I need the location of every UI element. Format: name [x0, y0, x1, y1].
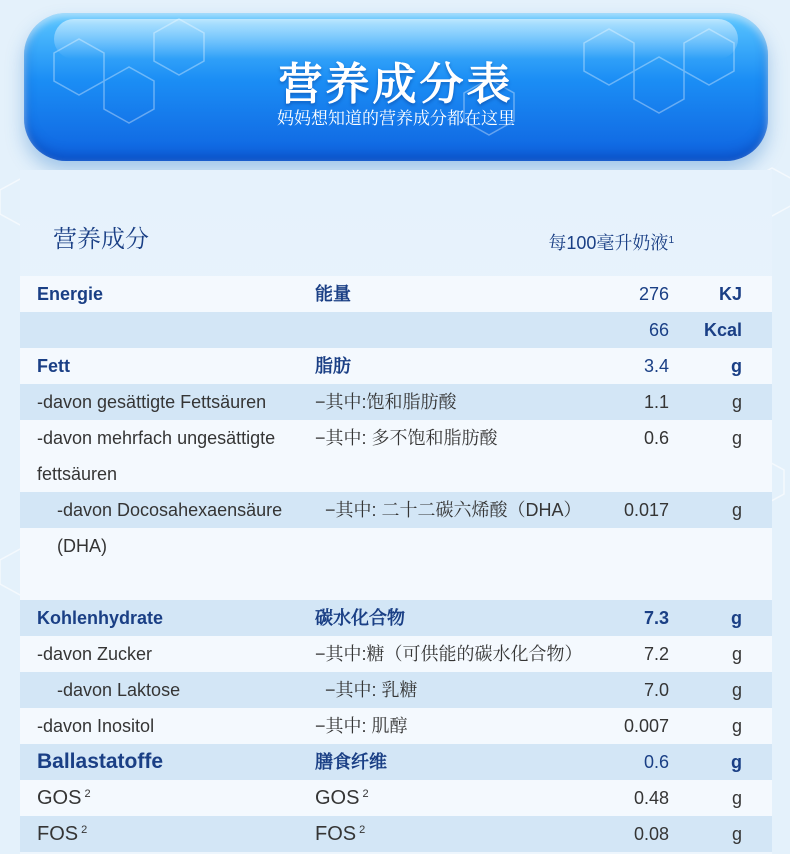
row-value: 0.6	[643, 428, 669, 448]
page-title: 营养成分表	[278, 60, 514, 109]
table-row	[20, 600, 772, 636]
table-row	[20, 708, 772, 744]
row-unit: g	[731, 752, 742, 772]
row-chinese-label: 碳水化合物	[315, 608, 405, 628]
banner-gloss	[54, 19, 738, 59]
row-chinese-label: −其中:糖（可供能的碳水化合物）	[315, 644, 583, 664]
row-chinese-text: GOS	[315, 787, 360, 809]
row-value: 3.4	[643, 356, 669, 376]
row-chinese-label	[315, 816, 615, 852]
row-value: 7.3	[643, 608, 669, 628]
row-chinese-label: −其中: 二十二碳六烯酸（DHA）	[325, 500, 582, 520]
nutrition-table	[20, 276, 772, 852]
row-unit: g	[731, 680, 742, 700]
footnote-marker: 2	[359, 824, 366, 836]
row-german-label: Fett	[37, 356, 70, 376]
row-value: 276	[638, 284, 669, 304]
row-unit: g	[731, 608, 742, 628]
table-header	[20, 200, 772, 276]
footnote-marker: 2	[84, 788, 91, 800]
row-value: 66	[648, 320, 669, 340]
row-german-text: FOS	[37, 823, 79, 845]
row-german-label	[37, 780, 307, 816]
row-value: 0.007	[623, 716, 669, 736]
title-banner	[24, 13, 768, 161]
row-chinese-label	[315, 780, 615, 816]
row-german-label: -davon Docosahexaensäure (DHA)	[57, 500, 283, 556]
page-subtitle: 妈妈想知道的营养成分都在这里	[277, 109, 515, 128]
table-row	[20, 780, 772, 816]
row-value: 7.0	[643, 680, 669, 700]
row-german-label: -davon Zucker	[37, 644, 153, 664]
table-row	[20, 816, 772, 852]
row-unit: Kcal	[703, 320, 742, 340]
row-chinese-label: −其中:饱和脂肪酸	[315, 392, 457, 412]
row-chinese-label: 脂肪	[315, 356, 351, 376]
header-left-label: 营养成分	[53, 226, 149, 253]
footnote-marker: 1	[668, 235, 674, 246]
row-unit: g	[731, 824, 742, 844]
table-row	[20, 312, 772, 348]
table-row	[20, 744, 772, 780]
row-value: 0.48	[633, 788, 669, 808]
row-unit: g	[731, 788, 742, 808]
table-row	[20, 492, 772, 600]
row-unit: g	[731, 500, 742, 520]
footnote-marker: 2	[81, 824, 88, 836]
row-german-label: Ballastatoffe	[37, 750, 164, 773]
row-value: 0.6	[643, 752, 669, 772]
header-right-label	[548, 232, 674, 254]
row-value: 7.2	[643, 644, 669, 664]
footnote-marker: 2	[362, 788, 369, 800]
table-row	[20, 420, 772, 492]
row-german-label: -davon Laktose	[57, 680, 181, 700]
row-chinese-label: −其中: 肌醇	[315, 716, 408, 736]
per-100ml-label: 每100毫升奶液	[548, 233, 669, 253]
row-unit: g	[731, 428, 742, 448]
table-row	[20, 276, 772, 312]
row-chinese-label: 膳食纤维	[315, 752, 387, 772]
row-unit: g	[731, 644, 742, 664]
table-row	[20, 636, 772, 672]
row-unit: g	[731, 392, 742, 412]
row-german-text: GOS	[37, 787, 82, 809]
row-value: 0.08	[633, 824, 669, 844]
table-row	[20, 672, 772, 708]
row-chinese-label: 能量	[315, 284, 351, 304]
table-row	[20, 384, 772, 420]
row-german-label: -davon gesättigte Fettsäuren	[37, 392, 267, 412]
row-german-label: -davon mehrfach ungesättigte fettsäuren	[37, 428, 276, 484]
row-unit: g	[731, 716, 742, 736]
row-unit: KJ	[718, 284, 742, 304]
row-chinese-text: FOS	[315, 823, 357, 845]
row-german-label: -davon Inositol	[37, 716, 155, 736]
row-value: 1.1	[643, 392, 669, 412]
row-unit: g	[731, 356, 742, 376]
row-german-label	[37, 816, 307, 852]
row-chinese-label: −其中: 乳糖	[325, 680, 418, 700]
row-value: 0.017	[623, 500, 669, 520]
table-row	[20, 348, 772, 384]
row-chinese-label: −其中: 多不饱和脂肪酸	[315, 428, 498, 448]
row-german-label: Energie	[37, 284, 104, 304]
row-german-label: Kohlenhydrate	[37, 608, 164, 628]
